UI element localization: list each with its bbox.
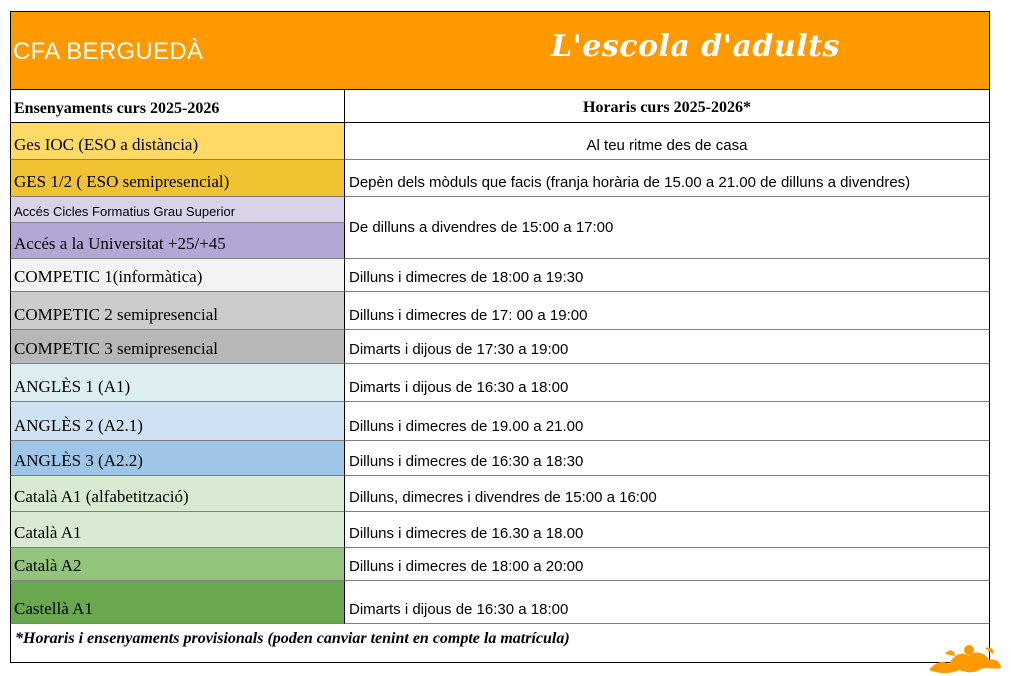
schedule-cell: Dimarts i dijous de 17:30 a 19:00 xyxy=(345,330,990,364)
course-cell: ANGLÈS 3 (A2.2) xyxy=(10,441,345,476)
table-row xyxy=(10,197,990,259)
schedule-cell: Dilluns i dimecres de 18:00 a 20:00 xyxy=(345,548,990,581)
course-cell: Català A2 xyxy=(10,548,345,581)
schedule-cell: Dilluns i dimecres de 18:00 a 19:30 xyxy=(345,259,990,292)
course-cell: Català A1 (alfabetització) xyxy=(10,476,345,512)
schedule-cell: Dilluns i dimecres de 16.30 a 18.00 xyxy=(345,512,990,548)
schedule-cell: Dimarts i dijous de 16:30 a 18:00 xyxy=(345,364,990,402)
schedule-cell: Dilluns i dimecres de 17: 00 a 19:00 xyxy=(345,292,990,330)
table-row xyxy=(10,292,990,330)
header-banner xyxy=(10,11,990,90)
table-row xyxy=(10,548,990,581)
course-cell: GES 1/2 ( ESO semipresencial) xyxy=(10,160,345,197)
table-row xyxy=(10,476,990,512)
schedule-cell: Depèn dels mòduls que facis (franja horària de 15.00 a 21.00 de dilluns a divendres) xyxy=(345,160,990,197)
column-header-row xyxy=(10,89,990,123)
course-cell: ANGLÈS 2 (A2.1) xyxy=(10,402,345,441)
school-name: CFA BERGUEDÀ xyxy=(13,38,204,65)
column-header-courses: Ensenyaments curs 2025-2026 xyxy=(10,89,345,123)
schedule-cell: De dilluns a divendres de 15:00 a 17:00 xyxy=(345,197,990,259)
schedule-cell: Dilluns, dimecres i divendres de 15:00 a 16:00 xyxy=(345,476,990,512)
school-slogan: L'escola d'adults xyxy=(551,29,840,64)
course-cell: ANGLÈS 1 (A1) xyxy=(10,364,345,402)
course-cell: Accés a la Universitat +25/+45 xyxy=(10,223,345,259)
schedule-cell: Dimarts i dijous de 16:30 a 18:00 xyxy=(345,581,990,624)
school-logo-icon xyxy=(925,640,1005,676)
schedule-cell: Dilluns i dimecres de 19.00 a 21.00 xyxy=(345,402,990,441)
course-cell: Català A1 xyxy=(10,512,345,548)
course-cell: COMPETIC 1(informàtica) xyxy=(10,259,345,292)
course-cell: Accés Cicles Formatius Grau Superior xyxy=(10,197,345,223)
table-row xyxy=(10,364,990,402)
course-cell: Ges IOC (ESO a distància) xyxy=(10,123,345,160)
course-cell: COMPETIC 3 semipresencial xyxy=(10,330,345,364)
column-header-schedules: Horaris curs 2025-2026* xyxy=(345,89,990,123)
table-row xyxy=(10,160,990,197)
schedule-cell: Al teu ritme des de casa xyxy=(345,123,990,160)
table-row xyxy=(10,441,990,476)
table-row xyxy=(10,512,990,548)
footnote: *Horaris i ensenyaments provisionals (poden canviar tenint en compte la matrícula) xyxy=(10,624,990,663)
table-row xyxy=(10,123,990,160)
table-row xyxy=(10,330,990,364)
table-row xyxy=(10,402,990,441)
table-row xyxy=(10,259,990,292)
table-row xyxy=(10,581,990,624)
course-cell: Castellà A1 xyxy=(10,581,345,624)
schedule-cell: Dilluns i dimecres de 16:30 a 18:30 xyxy=(345,441,990,476)
course-cell: COMPETIC 2 semipresencial xyxy=(10,292,345,330)
